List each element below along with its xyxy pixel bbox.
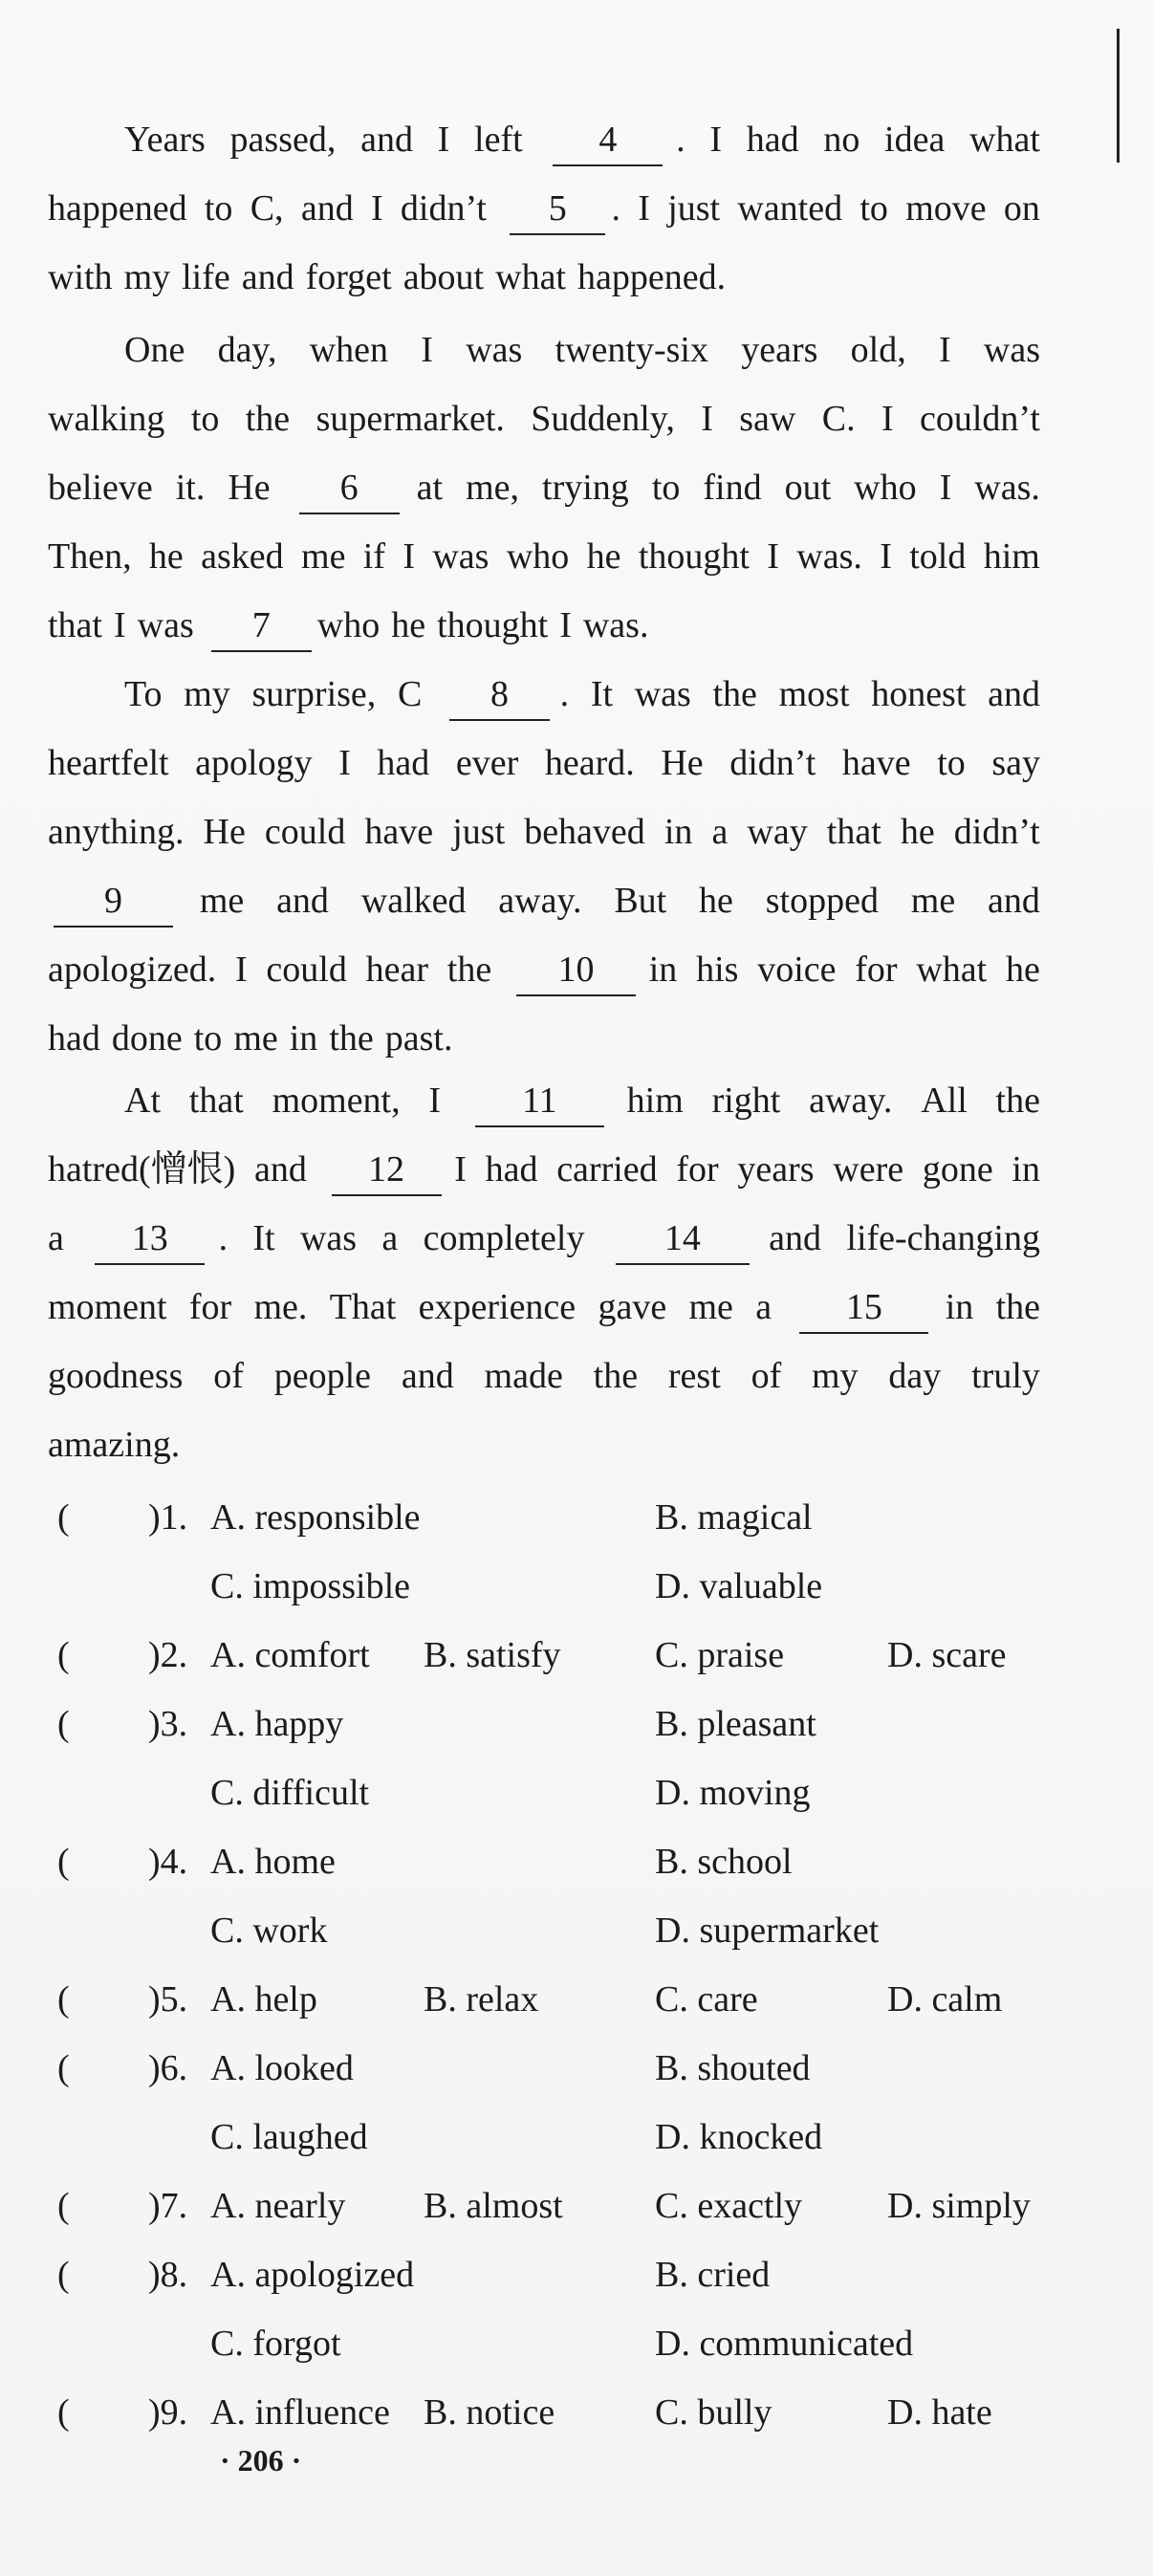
passage-word: amazing.: [48, 1425, 181, 1465]
option-c[interactable]: C. laughed: [210, 2117, 368, 2157]
passage-line: [48, 1066, 1052, 1135]
option-a[interactable]: A. help: [210, 1979, 317, 2019]
passage-line: [48, 316, 1052, 384]
answer-bracket[interactable]: (: [57, 2186, 70, 2226]
passage-word: supermarket.: [315, 399, 505, 439]
passage-word: past.: [384, 1018, 453, 1059]
passage-word: people: [273, 1356, 372, 1396]
passage-word: a: [755, 1287, 772, 1327]
option-a[interactable]: A. looked: [210, 2048, 354, 2088]
passage-line: [48, 243, 1052, 312]
option-c[interactable]: C. exactly: [655, 2186, 803, 2226]
option-d[interactable]: D. simply: [887, 2186, 1031, 2226]
passage-word: left: [474, 120, 523, 160]
passage-word: the: [329, 1018, 374, 1059]
passage-word: him: [983, 536, 1040, 577]
passage-word: He: [203, 812, 246, 852]
passage-word: say: [991, 743, 1040, 783]
passage-word: heard.: [544, 743, 635, 783]
passage-word: apology: [195, 743, 313, 783]
option-c[interactable]: C. praise: [655, 1635, 785, 1675]
question-number: )1.: [148, 1497, 188, 1538]
passage-word: behaved: [524, 812, 645, 852]
passage-word: my: [184, 674, 230, 714]
passage-word: I: [338, 743, 351, 783]
passage-word: truly: [971, 1356, 1040, 1396]
passage-word: he: [1005, 950, 1040, 990]
passage-line: [48, 1273, 1052, 1342]
option-a[interactable]: A. comfort: [210, 1635, 370, 1675]
answer-blank-6[interactable]: 6: [299, 463, 400, 514]
answer-bracket[interactable]: (: [57, 1635, 70, 1675]
answer-blank-12[interactable]: 12: [332, 1145, 442, 1196]
passage-word: I: [939, 468, 952, 508]
passage-line: [48, 522, 1052, 591]
passage-word: me: [199, 881, 245, 921]
passage-line: [48, 591, 1052, 660]
passage-word: He: [228, 468, 271, 508]
passage-word: to: [204, 188, 233, 229]
passage-word: on: [1003, 188, 1040, 229]
passage-word: completely: [423, 1218, 585, 1258]
passage-word: honest: [871, 674, 967, 714]
passage-word: in: [289, 1018, 318, 1059]
option-a[interactable]: A. apologized: [210, 2255, 415, 2295]
passage-word: made: [484, 1356, 563, 1396]
passage-word: goodness: [48, 1356, 184, 1396]
passage-word: didn’t: [400, 188, 487, 229]
passage-word: me.: [253, 1287, 308, 1327]
passage-word: That: [329, 1287, 397, 1327]
passage-word: moment,: [272, 1081, 401, 1121]
passage-word: a: [381, 1218, 399, 1258]
passage-line: [48, 729, 1052, 797]
option-a[interactable]: A. responsible: [210, 1497, 421, 1538]
passage-word: hatred(憎恨): [48, 1149, 236, 1190]
passage-word: have: [841, 743, 911, 783]
passage-word: to: [651, 468, 681, 508]
passage-word: forget: [305, 257, 392, 297]
passage-word: and: [276, 881, 329, 921]
passage-word: One: [124, 330, 185, 370]
passage-word: and: [988, 674, 1040, 714]
passage-word: walking: [48, 399, 165, 439]
passage-word: ever: [455, 743, 519, 783]
paragraph: [48, 1066, 1052, 1479]
passage-word: I: [701, 399, 713, 439]
passage-word: a: [711, 812, 729, 852]
option-b[interactable]: B. pleasant: [655, 1704, 816, 1744]
passage-word: for: [855, 950, 898, 990]
question-number: )4.: [148, 1842, 188, 1882]
option-b[interactable]: B. shouted: [655, 2048, 811, 2088]
passage-word: heartfelt: [48, 743, 169, 783]
passage-word: who: [854, 468, 917, 508]
option-a[interactable]: A. home: [210, 1842, 336, 1882]
passage-word: at: [416, 468, 444, 508]
passage-word: move: [905, 188, 987, 229]
passage-word: he: [391, 605, 426, 645]
option-b[interactable]: B. magical: [655, 1497, 813, 1538]
passage-word: twenty-six: [555, 330, 708, 370]
passage-word: he: [699, 881, 733, 921]
passage-word: I: [234, 950, 248, 990]
passage-word: that: [48, 605, 102, 645]
passage-word: and: [401, 1356, 454, 1396]
passage-word: and: [253, 1149, 307, 1190]
passage-word: wanted: [737, 188, 843, 229]
answer-blank-14[interactable]: 14: [616, 1213, 750, 1265]
passage-word: thought: [638, 536, 750, 577]
passage-word: had: [746, 120, 799, 160]
passage-word: were: [833, 1149, 904, 1190]
passage-word: his: [696, 950, 739, 990]
passage-word: about: [402, 257, 485, 297]
passage-word: couldn’t: [920, 399, 1040, 439]
passage-word: At: [124, 1081, 161, 1121]
passage-word: when: [309, 330, 389, 370]
passage-word: that: [826, 812, 881, 852]
option-c[interactable]: C. impossible: [210, 1566, 411, 1606]
passage-word: he: [148, 536, 184, 577]
passage-word: stopped: [765, 881, 879, 921]
passage-word: and: [300, 188, 354, 229]
passage-word: .: [218, 1218, 228, 1258]
passage-word: I: [638, 188, 650, 229]
passage-word: the: [995, 1081, 1040, 1121]
passage-word: carried: [556, 1149, 658, 1190]
passage-line: [48, 797, 1052, 866]
passage-word: day: [888, 1356, 942, 1396]
passage-word: I: [880, 536, 892, 577]
question-number: )6.: [148, 2048, 188, 2088]
passage-line: [48, 1342, 1052, 1410]
answer-blank-8[interactable]: 8: [449, 669, 550, 721]
page-number-text: · 206 ·: [220, 2443, 302, 2478]
passage-word: right: [711, 1081, 781, 1121]
passage-word: to: [193, 1018, 223, 1059]
passage-line: [48, 1204, 1052, 1273]
question-number: )5.: [148, 1979, 188, 2019]
passage-word: thought: [437, 605, 549, 645]
passage-word: was: [299, 1218, 358, 1258]
passage-word: It: [590, 674, 614, 714]
option-b[interactable]: B. school: [655, 1842, 793, 1882]
passage-word: just: [452, 812, 506, 852]
passage-word: .: [559, 674, 570, 714]
passage-word: happened: [48, 188, 187, 229]
passage-line: [48, 105, 1052, 174]
passage-word: passed,: [229, 120, 337, 160]
passage-word: he: [586, 536, 621, 577]
passage-word: with: [48, 257, 113, 297]
passage-word: years: [737, 1149, 815, 1190]
passage-word: I: [881, 399, 894, 439]
passage-word: rest: [667, 1356, 721, 1396]
passage-word: way: [747, 812, 808, 852]
passage-word: .: [676, 120, 685, 160]
passage-line: [48, 935, 1052, 1004]
option-b[interactable]: B. relax: [424, 1979, 539, 2019]
passage-line: [48, 1410, 1052, 1479]
question-number: )9.: [148, 2392, 188, 2433]
passage-word: could: [264, 812, 346, 852]
passage-word: and: [241, 257, 294, 297]
passage-word: in: [648, 950, 678, 990]
passage-word: me,: [466, 468, 520, 508]
passage-line: [48, 1135, 1052, 1204]
passage-word: life: [182, 257, 230, 297]
passage-line: [48, 384, 1052, 453]
passage-word: apologized.: [48, 950, 217, 990]
passage-word: that: [188, 1081, 244, 1121]
passage-word: just: [667, 188, 721, 229]
question-number: )2.: [148, 1635, 188, 1675]
passage-word: was.: [796, 536, 862, 577]
passage-word: of: [213, 1356, 244, 1396]
passage-word: away.: [809, 1081, 893, 1121]
question-number: )3.: [148, 1704, 188, 1744]
answer-blank-7[interactable]: 7: [211, 600, 312, 652]
passage-word: day,: [217, 330, 277, 370]
passage-word: done: [111, 1018, 183, 1059]
passage-word: happened.: [577, 257, 727, 297]
passage-word: didn’t: [953, 812, 1040, 852]
passage-word: who: [506, 536, 570, 577]
passage-line: [48, 660, 1052, 729]
answer-blank-5[interactable]: 5: [510, 184, 605, 235]
passage-word: C.: [821, 399, 856, 439]
passage-word: I: [113, 605, 126, 645]
paragraph: [48, 105, 1052, 312]
passage-word: he: [900, 812, 935, 852]
passage-word: him: [626, 1081, 684, 1121]
option-a[interactable]: A. nearly: [210, 2186, 346, 2226]
answer-bracket[interactable]: (: [57, 2048, 70, 2088]
passage-word: walked: [360, 881, 467, 921]
passage-word: idea: [884, 120, 946, 160]
passage-word: I: [421, 330, 433, 370]
passage-word: hear: [365, 950, 428, 990]
passage-word: of: [751, 1356, 782, 1396]
passage-word: me: [910, 881, 956, 921]
option-a[interactable]: A. happy: [210, 1704, 344, 1744]
question-number: )7.: [148, 2186, 188, 2226]
paragraph: [48, 660, 1052, 1073]
passage-word: was.: [582, 605, 649, 645]
passage-word: had: [485, 1149, 538, 1190]
option-c[interactable]: C. care: [655, 1979, 758, 2019]
passage-word: surprise,: [251, 674, 377, 714]
answer-bracket[interactable]: (: [57, 1497, 70, 1538]
answer-blank-15[interactable]: 15: [799, 1282, 928, 1334]
passage-word: for: [188, 1287, 232, 1327]
question-number: )8.: [148, 2255, 188, 2295]
passage-word: old,: [850, 330, 906, 370]
passage-word: anything.: [48, 812, 185, 852]
answer-bracket[interactable]: (: [57, 1704, 70, 1744]
passage-word: out: [784, 468, 832, 508]
answer-blank-4[interactable]: 4: [553, 115, 663, 166]
passage-word: the: [245, 399, 291, 439]
passage-word: I: [402, 536, 416, 577]
passage-word: asked: [201, 536, 284, 577]
option-b[interactable]: B. cried: [655, 2255, 771, 2295]
passage-word: was: [432, 536, 489, 577]
passage-word: Then,: [48, 536, 132, 577]
passage-word: C: [397, 674, 423, 714]
passage-word: Years: [124, 120, 206, 160]
passage-word: All: [921, 1081, 968, 1121]
passage-word: was: [137, 605, 194, 645]
option-d[interactable]: D. valuable: [655, 1566, 823, 1606]
passage-word: gone: [922, 1149, 993, 1190]
answer-blank-10[interactable]: 10: [516, 945, 636, 996]
passage-word: to: [190, 399, 220, 439]
passage-word: I: [709, 120, 722, 160]
option-b[interactable]: B. almost: [424, 2186, 563, 2226]
passage-word: didn’t: [729, 743, 816, 783]
passage-word: I: [370, 188, 383, 229]
passage-word: away.: [498, 881, 582, 921]
option-c[interactable]: C. work: [210, 1910, 328, 1951]
passage-word: saw: [739, 399, 796, 439]
passage-word: me: [233, 1018, 278, 1059]
option-c[interactable]: C. difficult: [210, 1773, 370, 1813]
passage-word: To: [124, 674, 163, 714]
option-d[interactable]: D. communicated: [655, 2324, 914, 2364]
passage-word: the: [446, 950, 492, 990]
passage-word: life-changing: [846, 1218, 1040, 1258]
answer-bracket[interactable]: (: [57, 2255, 70, 2295]
passage-word: to: [937, 743, 966, 783]
passage-word: gave: [598, 1287, 667, 1327]
passage-word: believe: [48, 468, 153, 508]
passage-word: I: [938, 330, 951, 370]
passage-word: I: [767, 536, 779, 577]
answer-blank-11[interactable]: 11: [475, 1076, 604, 1127]
passage-word: me: [301, 536, 346, 577]
passage-word: had: [377, 743, 430, 783]
passage-word: Suddenly,: [531, 399, 675, 439]
paragraph: [48, 316, 1052, 660]
passage-word: told: [909, 536, 967, 577]
passage-word: what: [495, 257, 566, 297]
option-c[interactable]: C. forgot: [210, 2324, 341, 2364]
passage-word: I: [428, 1081, 442, 1121]
option-d[interactable]: D. hate: [887, 2392, 992, 2433]
passage-word: was: [983, 330, 1040, 370]
passage-word: a: [48, 1218, 64, 1258]
option-d[interactable]: D. knocked: [655, 2117, 823, 2157]
passage-word: to: [859, 188, 888, 229]
passage-line: [48, 174, 1052, 243]
passage-word: was: [466, 330, 523, 370]
passage-word: it.: [175, 468, 206, 508]
passage-word: most: [778, 674, 850, 714]
passage-word: no: [823, 120, 860, 160]
option-d[interactable]: D. supermarket: [655, 1910, 880, 1951]
option-d[interactable]: D. moving: [655, 1773, 811, 1813]
passage-word: I: [437, 120, 450, 160]
answer-blank-13[interactable]: 13: [95, 1213, 205, 1265]
passage-line: [48, 866, 1052, 935]
passage-word: I: [454, 1149, 467, 1190]
option-a[interactable]: A. influence: [210, 2392, 390, 2433]
answer-bracket[interactable]: (: [57, 1842, 70, 1882]
passage-word: me: [688, 1287, 733, 1327]
answer-bracket[interactable]: (: [57, 2392, 70, 2433]
passage-word: my: [812, 1356, 859, 1396]
passage-word: was: [634, 674, 691, 714]
option-d[interactable]: D. calm: [887, 1979, 1003, 2019]
passage-word: could: [266, 950, 347, 990]
passage-word: what: [916, 950, 988, 990]
passage-word: But: [614, 881, 667, 921]
passage-word: who: [316, 605, 381, 645]
passage-word: for: [676, 1149, 719, 1190]
passage-word: in: [664, 812, 693, 852]
passage-word: in: [1012, 1149, 1040, 1190]
passage-word: and: [769, 1218, 822, 1258]
passage-word: the: [712, 674, 757, 714]
passage-word: experience: [418, 1287, 576, 1327]
passage-word: find: [703, 468, 762, 508]
answer-blank-9[interactable]: 9: [54, 876, 173, 928]
passage-word: He: [661, 743, 704, 783]
passage-word: the: [593, 1356, 639, 1396]
passage-word: trying: [542, 468, 629, 508]
passage-word: years: [741, 330, 818, 370]
page-edge-line: [1117, 29, 1120, 163]
passage-word: voice: [757, 950, 837, 990]
passage-line: [48, 1004, 1052, 1073]
passage-word: was.: [974, 468, 1040, 508]
passage-word: moment: [48, 1287, 167, 1327]
passage-word: had: [48, 1018, 100, 1059]
passage-word: have: [364, 812, 434, 852]
passage-word: and: [360, 120, 413, 160]
option-b[interactable]: B. notice: [424, 2392, 555, 2433]
passage-word: what: [969, 120, 1040, 160]
passage-word: the: [995, 1287, 1040, 1327]
passage-word: .: [611, 188, 621, 229]
passage-word: I: [559, 605, 572, 645]
option-d[interactable]: D. scare: [887, 1635, 1007, 1675]
passage-line: [48, 453, 1052, 522]
passage-word: if: [362, 536, 386, 577]
passage-word: It: [252, 1218, 275, 1258]
option-c[interactable]: C. bully: [655, 2392, 772, 2433]
passage-word: C,: [250, 188, 284, 229]
passage-word: and: [988, 881, 1040, 921]
option-b[interactable]: B. satisfy: [424, 1635, 561, 1675]
passage-word: my: [123, 257, 171, 297]
answer-bracket[interactable]: (: [57, 1979, 70, 2019]
passage-word: in: [945, 1287, 974, 1327]
